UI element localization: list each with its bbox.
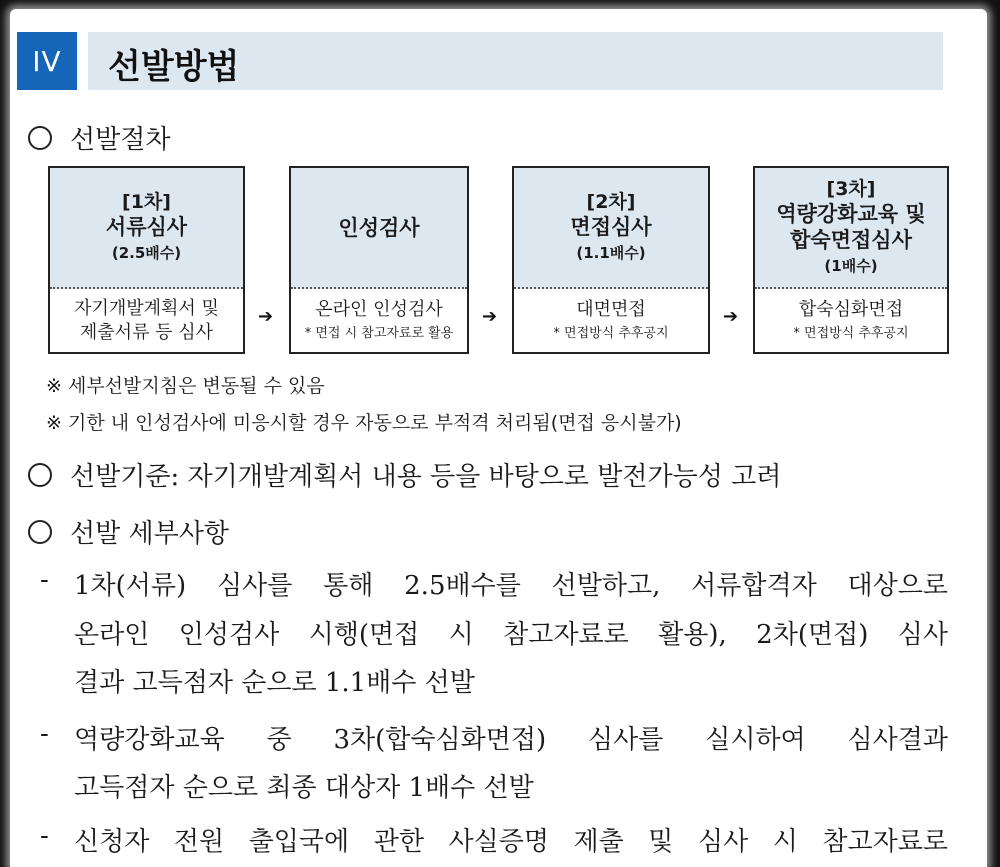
flow-step-2 [289, 166, 469, 354]
arrow-right-icon: ➔ [482, 306, 498, 327]
step-desc: 합숙심화면접 [798, 298, 904, 320]
arrow-right-icon: ➔ [258, 306, 274, 327]
step-note: * 면접방식 추후공지 [553, 325, 669, 341]
flow-step-3 [512, 166, 710, 354]
flow-step-1 [48, 166, 245, 354]
step-desc: 온라인 인성검사 [315, 298, 443, 320]
step-ratio: (1배수) [824, 257, 878, 275]
details-item-line: 온라인 인성검사 시행(면접 시 참고자료로 활용), 2차(면접) 심사 [74, 620, 948, 650]
step-name: 합숙면접심사 [790, 228, 912, 252]
details-item-line: 결과 고득점자 순으로 1.1배수 선발 [74, 668, 475, 698]
document-page [10, 9, 987, 867]
step-desc: 제출서류 등 심사 [79, 321, 214, 343]
details-item-line: 고득점자 순으로 최종 대상자 1배수 선발 [74, 773, 534, 803]
criteria-text: 선발기준: 자기개발계획서 내용 등을 바탕으로 발전가능성 고려 [70, 462, 782, 492]
details-item-line: 역량강화교육 중 3차(합숙심화면접) 심사를 실시하여 심사결과 [74, 725, 948, 755]
step-stage: [3차] [826, 178, 876, 200]
details-item-line: 신청자 전원 출입국에 관한 사실증명 제출 및 심사 시 참고자료로 [74, 827, 948, 857]
step-ratio: (2.5배수) [111, 244, 182, 262]
circle-bullet-icon [28, 463, 52, 487]
section-title: 선발방법 [108, 47, 240, 87]
step-desc: 대면면접 [576, 298, 646, 320]
procedure-note: ※ 기한 내 인성검사에 미응시할 경우 자동으로 부적격 처리됨(면접 응시불가) [46, 412, 682, 434]
step-note: * 면접방식 추후공지 [793, 325, 909, 341]
step-ratio: (1.1배수) [576, 244, 646, 262]
dash-bullet: - [40, 719, 49, 749]
details-heading: 선발 세부사항 [70, 519, 229, 549]
section-number-badge: IV [17, 32, 77, 90]
dash-bullet: - [40, 565, 49, 595]
procedure-note: ※ 세부선발지침은 변동될 수 있음 [46, 375, 325, 397]
step-name: 인성검사 [338, 215, 420, 240]
step-desc: 자기개발계획서 및 [74, 297, 219, 319]
procedure-heading: 선발절차 [70, 125, 171, 155]
details-item-line: 1차(서류) 심사를 통해 2.5배수를 선발하고, 서류합격자 대상으로 [74, 571, 948, 601]
step-name: 면접심사 [570, 215, 652, 239]
circle-bullet-icon [28, 126, 52, 150]
step-name: 역량강화교육 및 [776, 202, 926, 226]
step-stage: [2차] [586, 191, 636, 213]
step-name: 서류심사 [105, 215, 188, 239]
circle-bullet-icon [28, 520, 52, 544]
flow-step-4 [753, 166, 949, 354]
arrow-right-icon: ➔ [723, 306, 739, 327]
step-stage: [1차] [122, 191, 171, 213]
dash-bullet: - [40, 821, 49, 851]
step-note: * 면접 시 참고자료로 활용 [304, 325, 454, 341]
